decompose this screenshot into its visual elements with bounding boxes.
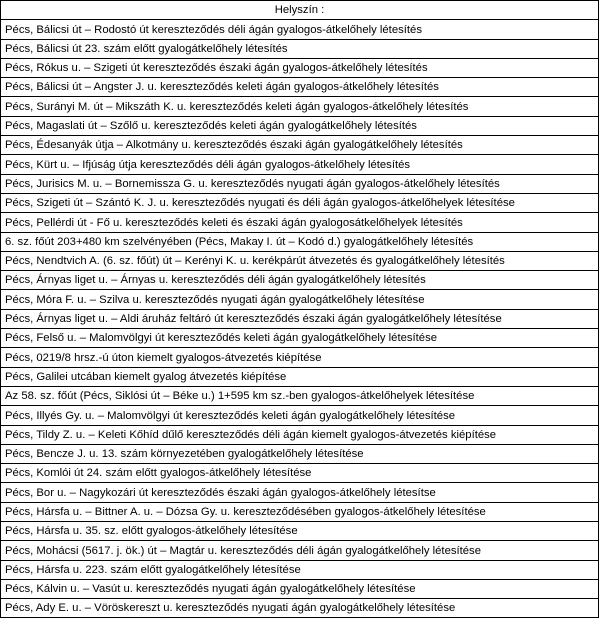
location-cell[interactable]: Pécs, Illyés Gy. u. – Malomvölgyi út kereszteződés keleti ágán gyalogátkelőhely létesítése xyxy=(1,406,599,425)
table-row xyxy=(1,483,599,502)
location-cell[interactable]: Pécs, Bor u. – Nagykozári út kereszteződés északi ágán gyalogos-átkelőhely létesítse xyxy=(1,483,599,502)
table-row xyxy=(1,579,599,598)
location-cell[interactable]: Pécs, Bálicsi út – Angster J. u. kereszteződés keleti ágán gyalogos-átkelőhely létesítés xyxy=(1,78,599,97)
table-row xyxy=(1,232,599,251)
header-cell[interactable]: Helyszín : xyxy=(1,1,599,20)
table-row xyxy=(1,560,599,579)
location-cell[interactable]: Pécs, Szigeti út – Szántó K. J. u. kereszteződés nyugati és déli ágán gyalogos-átkelőhelyek létesítése xyxy=(1,193,599,212)
table-row xyxy=(1,425,599,444)
table-row xyxy=(1,599,599,618)
location-cell[interactable]: Az 58. sz. főút (Pécs, Siklósi út – Béke u.) 1+595 km sz.-ben gyalogos-átkelőhelyek létesítése xyxy=(1,386,599,405)
table-row xyxy=(1,193,599,212)
location-cell[interactable]: Pécs, Surányi M. út – Mikszáth K. u. kereszteződés keleti ágán gyalogos-átkelőhely létesítés xyxy=(1,97,599,116)
location-cell[interactable]: Pécs, Édesanyák útja – Alkotmány u. kereszteződés északi ágán gyalogátkelőhely létesítés xyxy=(1,136,599,155)
table-row xyxy=(1,213,599,232)
location-cell[interactable]: Pécs, 0219/8 hrsz.-ú úton kiemelt gyalogos-átvezetés kiépítése xyxy=(1,348,599,367)
location-cell[interactable]: Pécs, Felső u. – Malomvölgyi út kereszteződés keleti ágán gyalogátkelőhely létesítése xyxy=(1,329,599,348)
location-cell[interactable]: Pécs, Jurisics M. u. – Bornemissza G. u. kereszteződés nyugati ágán gyalogos-átkelőhely létesítés xyxy=(1,174,599,193)
table-row xyxy=(1,502,599,521)
table-row xyxy=(1,251,599,270)
location-cell[interactable]: Pécs, Bencze J. u. 13. szám környezetében gyalogátkelőhely létesítése xyxy=(1,444,599,463)
table-row xyxy=(1,329,599,348)
table-row xyxy=(1,367,599,386)
table-row xyxy=(1,78,599,97)
table-row xyxy=(1,271,599,290)
table-row xyxy=(1,406,599,425)
table-row xyxy=(1,20,599,39)
table-row xyxy=(1,39,599,58)
location-cell[interactable]: Pécs, Bálicsi út 23. szám előtt gyalogátkelőhely létesítés xyxy=(1,39,599,58)
location-cell[interactable]: Pécs, Móra F. u. – Szilva u. kereszteződés nyugati ágán gyalogátkelőhely létesítése xyxy=(1,290,599,309)
location-cell[interactable]: Pécs, Tildy Z. u. – Keleti Kőhíd dűlő kereszteződés déli ágán kiemelt gyalogos-átvezetés kiépítése xyxy=(1,425,599,444)
location-cell[interactable]: Pécs, Magaslati út – Szőlő u. kereszteződés keleti ágán gyalogátkelőhely létesítés xyxy=(1,116,599,135)
table-row xyxy=(1,97,599,116)
table-row xyxy=(1,290,599,309)
location-cell[interactable]: Pécs, Hársfa u. 223. szám előtt gyalogátkelőhely létesítése xyxy=(1,560,599,579)
table-row xyxy=(1,136,599,155)
location-cell[interactable]: Pécs, Hársfa u. – Bittner A. u. – Dózsa Gy. u. kereszteződésében gyalogos-átkelőhely létesítése xyxy=(1,502,599,521)
location-cell[interactable]: Pécs, Árnyas liget u. – Aldi áruház feltáró út kereszteződés északi ágán gyalogátkelőhely létesítése xyxy=(1,309,599,328)
location-cell[interactable]: Pécs, Nendtvich A. (6. sz. főút) út – Kerényi K. u. kerékpárút átvezetés és gyalogátkelőhely létesítés xyxy=(1,251,599,270)
location-cell[interactable]: Pécs, Hársfa u. 35. sz. előtt gyalogos-átkelőhely létesítése xyxy=(1,522,599,541)
location-cell[interactable]: Pécs, Árnyas liget u. – Árnyas u. kereszteződés déli ágán gyalogátkelőhely létesítés xyxy=(1,271,599,290)
table-row xyxy=(1,541,599,560)
table-row xyxy=(1,116,599,135)
location-cell[interactable]: Pécs, Mohácsi (5617. j. ök.) út – Magtár u. kereszteződés déli ágán gyalogátkelőhely létesítése xyxy=(1,541,599,560)
location-cell[interactable]: Pécs, Komlói út 24. szám előtt gyalogos-átkelőhely létesítése xyxy=(1,464,599,483)
table-row xyxy=(1,522,599,541)
table-row xyxy=(1,58,599,77)
location-cell[interactable]: Pécs, Kálvin u. – Vasút u. kereszteződés nyugati ágán gyalogátkelőhely létesítése xyxy=(1,579,599,598)
table-row xyxy=(1,155,599,174)
location-cell[interactable]: Pécs, Pellérdi út - Fő u. kereszteződés keleti és északi ágán gyalogosátkelőhelyek létesítés xyxy=(1,213,599,232)
table-row xyxy=(1,386,599,405)
location-cell[interactable]: 6. sz. főút 203+480 km szelvényében (Pécs, Makay I. út – Kodó d.) gyalogátkelőhely létesítés xyxy=(1,232,599,251)
location-cell[interactable]: Pécs, Kürt u. – Ifjúság útja kereszteződés déli ágán gyalogos-átkelőhely létesítés xyxy=(1,155,599,174)
table-row xyxy=(1,464,599,483)
header-row xyxy=(1,1,599,20)
location-cell[interactable]: Pécs, Ady E. u. – Vöröskereszt u. kereszteződés nyugati ágán gyalogátkelőhely létesítése xyxy=(1,599,599,618)
location-cell[interactable]: Pécs, Bálicsi út – Rodostó út kereszteződés déli ágán gyalogos-átkelőhely létesítés xyxy=(1,20,599,39)
table-row xyxy=(1,444,599,463)
table-row xyxy=(1,309,599,328)
table-row xyxy=(1,174,599,193)
location-cell[interactable]: Pécs, Galilei utcában kiemelt gyalog átvezetés kiépítése xyxy=(1,367,599,386)
location-cell[interactable]: Pécs, Rókus u. – Szigeti út kereszteződés északi ágán gyalogos-átkelőhely létesítés xyxy=(1,58,599,77)
table-row xyxy=(1,348,599,367)
